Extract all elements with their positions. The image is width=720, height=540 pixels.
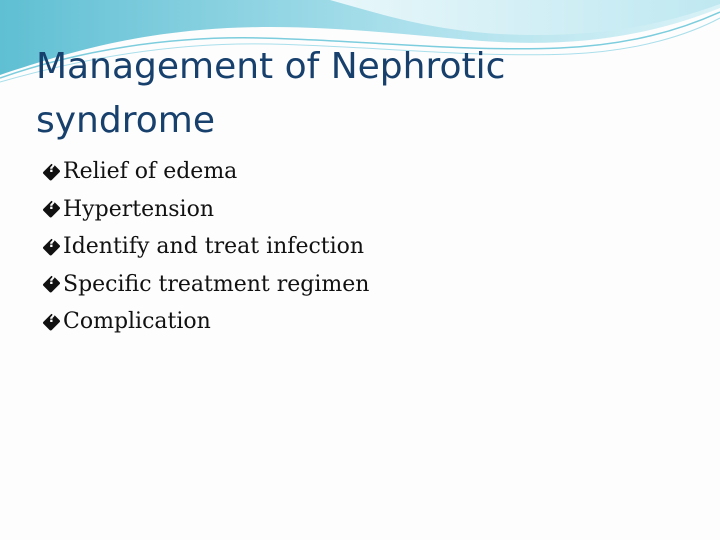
bullet-text: Relief of edema xyxy=(63,159,238,185)
bullet-marker-icon xyxy=(44,162,62,182)
bullet-text: Hypertension xyxy=(63,196,215,222)
bullet-marker-icon xyxy=(44,237,62,257)
bullet-marker-icon xyxy=(44,312,62,332)
list-item xyxy=(44,153,369,191)
bullet-text: Specific treatment regimen xyxy=(63,271,370,297)
bullet-text: Complication xyxy=(63,309,211,335)
list-item xyxy=(44,191,369,229)
list-item xyxy=(44,228,369,266)
bullet-text: Identify and treat infection xyxy=(63,234,365,260)
list-item xyxy=(44,266,369,304)
bullet-list xyxy=(44,153,369,341)
slide-title: Management of Nephrotic syndrome xyxy=(36,46,506,141)
list-item xyxy=(44,303,369,341)
bullet-marker-icon xyxy=(44,274,62,294)
bullet-marker-icon xyxy=(44,199,62,219)
